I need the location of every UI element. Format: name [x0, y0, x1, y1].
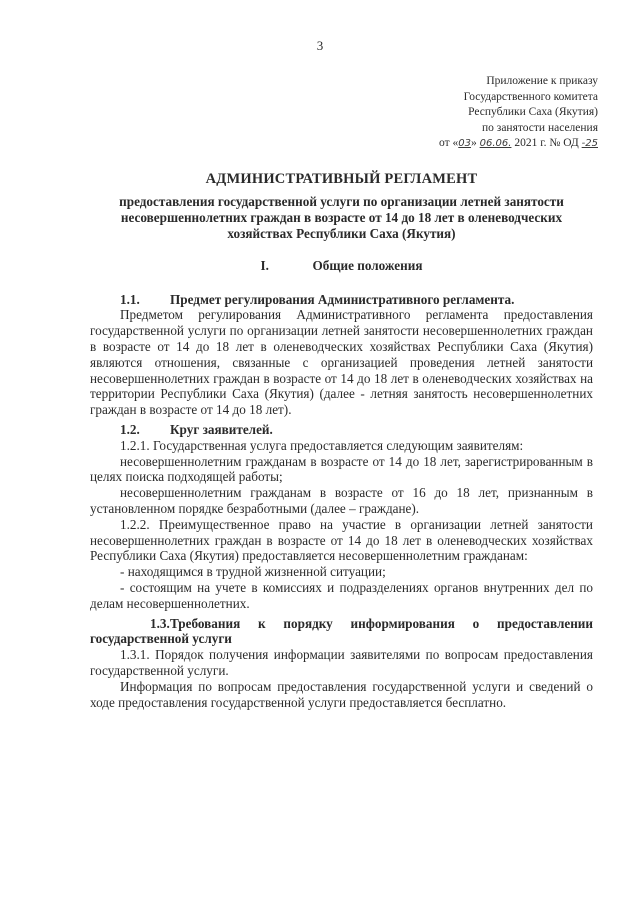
paragraph: Предметом регулирования Административного регламента предоставления государственной услуги по организации летней занятости несовершеннолетних граждан в возрасте от 14 до 18 лет в оленеводческих хозяйствах Республики Саха (Якутия) являются отношения, связанные с организацией проведения летней занятости несовершеннолетних граждан в возрасте от 14 до 18 лет в оленеводческих хозяйствах на территории Республики Саха (Якутия) (далее - летняя занятость несовершеннолетних граждан в возрасте от 14 до 18 лет). — [90, 307, 593, 418]
handwritten-month: 06.06. — [479, 138, 512, 149]
paragraph: несовершеннолетним гражданам в возрасте от 14 до 18 лет, зарегистрированным в целях поиска подходящей работы; — [90, 453, 593, 485]
section-title: Общие положения — [312, 257, 423, 273]
subsection-heading — [90, 422, 593, 438]
subsection-title: Предмет регулирования Административного регламента. — [170, 291, 515, 307]
paragraph: 1.2.2. Преимущественное право на участие в организации летней занятости несовершеннолетних граждан в возрасте от 14 до 18 лет в оленеводческих хозяйствах Республики Саха (Якутия) предоставляется несовершеннолетним гражданам: — [90, 516, 593, 564]
subsection-number: 1.2. — [120, 421, 140, 437]
approval-line: Республики Саха (Якутия) — [468, 106, 598, 118]
document-subtitle: предоставления государственной услуги по организации летней занятости несовершеннолетних граждан в возрасте от 14 до 18 лет в оленеводческих хозяйствах Республики Саха (Якутия) — [119, 193, 564, 241]
approval-date-line — [439, 136, 598, 152]
subsection-heading — [90, 292, 593, 308]
subsection-title: Требования к порядку информирования о предоставлении государственной услуги — [90, 615, 593, 647]
page-number: 3 — [316, 38, 324, 53]
list-item: - находящимся в трудной жизненной ситуации; — [120, 564, 386, 580]
section-number: I. — [260, 257, 269, 273]
handwritten-number: -25 — [581, 138, 598, 149]
approval-line: Приложение к приказу — [486, 75, 598, 87]
approval-line: Государственного комитета — [463, 90, 598, 103]
subsection-heading — [90, 616, 593, 648]
approval-line: по занятости населения — [482, 121, 598, 134]
paragraph: несовершеннолетним гражданам в возрасте от 16 до 18 лет, признанным в установленном порядке безработными (далее – граждане). — [90, 485, 593, 516]
subsection-number: 1.3. — [150, 615, 170, 631]
paragraph: Информация по вопросам предоставления государственной услуги и сведений о ходе предоставления государственной услуги предоставляется бесплатно. — [90, 678, 593, 710]
subsection-title: Круг заявителей. — [170, 421, 273, 437]
document-body — [90, 172, 593, 710]
list-item: - состоящим на учете в комиссиях и подразделениях органов внутренних дел по делам несовершеннолетних. — [90, 579, 593, 611]
subsection-number: 1.1. — [120, 291, 140, 307]
approval-block — [439, 74, 598, 152]
date-year: 2021 г. № ОД — [514, 137, 579, 149]
date-mid: » — [471, 137, 477, 149]
document-title: АДМИНИСТРАТИВНЫЙ РЕГЛАМЕНТ — [205, 171, 478, 187]
handwritten-day: 03 — [458, 138, 471, 149]
paragraph: 1.3.1. Порядок получения информации заявителями по вопросам предоставления государственной услуги. — [90, 647, 593, 678]
paragraph: 1.2.1. Государственная услуга предоставляется следующим заявителям: — [120, 437, 524, 453]
date-prefix: от « — [439, 137, 459, 149]
section-heading — [90, 258, 593, 274]
